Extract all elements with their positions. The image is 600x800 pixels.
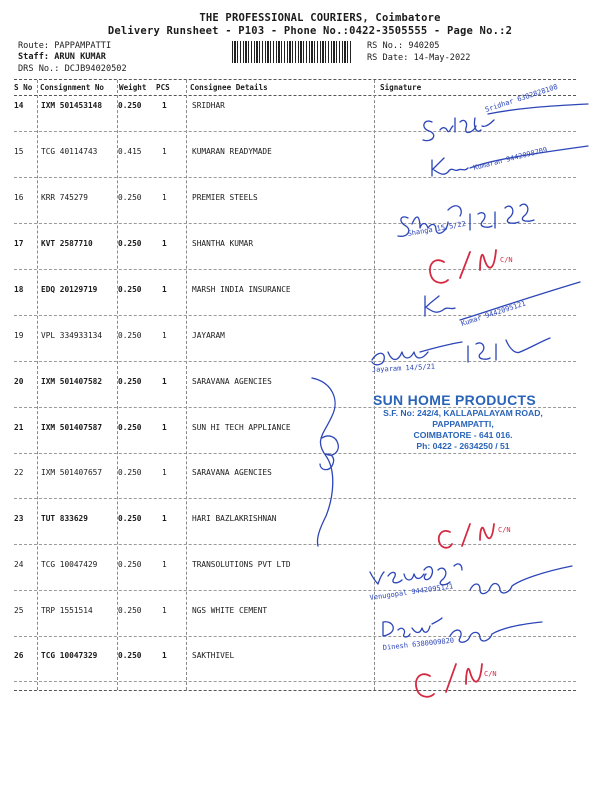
row-separator — [14, 177, 576, 178]
cell-pcs: 1 — [162, 468, 167, 477]
handwriting-date-1: Shanga 15/5/22 — [406, 219, 467, 238]
cell-consignee: TRANSOLUTIONS PVT LTD — [192, 560, 291, 569]
cell-consignee: SRIDHAR — [192, 101, 225, 110]
cell-weight: 0.250 — [118, 468, 142, 477]
header-rule-bottom — [14, 95, 576, 96]
cell-weight: 0.415 — [118, 147, 142, 156]
cell-sno: 16 — [14, 193, 24, 202]
cell-sno: 14 — [14, 101, 24, 110]
drs-number: DRS No.: DCJB94020502 — [18, 64, 127, 74]
table-rule-bottom — [14, 690, 576, 691]
cell-sno: 22 — [14, 468, 24, 477]
staff-label: Staff: ARUN KUMAR — [18, 52, 106, 62]
runsheet-subtitle: Delivery Runsheet - P103 - Phone No.:0422-3505555 - Page No.:2 — [107, 25, 513, 37]
cell-consignment: TCG 40114743 — [41, 147, 98, 156]
cell-sno: 25 — [14, 606, 24, 615]
table-row — [14, 239, 576, 285]
cell-weight: 0.250 — [118, 101, 142, 110]
cell-pcs: 1 — [162, 423, 167, 432]
cell-pcs: 1 — [162, 239, 167, 248]
cell-weight: 0.250 — [118, 606, 142, 615]
cell-sno: 19 — [14, 331, 24, 340]
cell-consignee: JAYARAM — [192, 331, 225, 340]
cell-consignee: KUMARAN READYMADE — [192, 147, 272, 156]
handwriting-phone-2: Kumaran 9442098709 — [472, 145, 549, 172]
col-pcs: PCS — [156, 83, 170, 92]
cell-weight: 0.250 — [118, 377, 142, 386]
cell-consignee: SUN HI TECH APPLIANCE — [192, 423, 291, 432]
company-stamp — [373, 392, 553, 452]
header-rule-top — [14, 79, 576, 80]
stamp-name: SUN HOME PRODUCTS — [373, 392, 536, 408]
cell-consignment: TRP 1551514 — [41, 606, 93, 615]
col-weight: Weight — [119, 83, 147, 92]
col-sno: S No — [14, 83, 33, 92]
cell-consignment: TCG 10047329 — [41, 651, 98, 660]
table-row — [14, 285, 576, 331]
cell-pcs: 1 — [162, 285, 167, 294]
cell-consignment: TCG 10047429 — [41, 560, 98, 569]
stamp-phone: Ph: 0422 - 2634250 / 51 — [416, 441, 510, 451]
cell-sno: 26 — [14, 651, 24, 660]
table-row — [14, 468, 576, 514]
cell-weight: 0.250 — [118, 193, 142, 202]
cell-sno: 23 — [14, 514, 24, 523]
company-title: THE PROFESSIONAL COURIERS, Coimbatore — [199, 12, 441, 24]
row-separator — [14, 544, 576, 545]
cell-pcs: 1 — [162, 514, 167, 523]
cell-consignment: IXM 501407587 — [41, 423, 103, 432]
barcode-image — [232, 41, 352, 63]
cell-weight: 0.250 — [118, 239, 142, 248]
cell-weight: 0.250 — [118, 514, 142, 523]
table-row — [14, 514, 576, 560]
row-separator — [14, 590, 576, 591]
row-separator — [14, 361, 576, 362]
stamp-address-1: S.F. No: 242/4, KALLAPALAYAM ROAD, — [383, 408, 543, 418]
cell-consignee: PREMIER STEELS — [192, 193, 258, 202]
stamp-address-3: COIMBATORE - 641 016. — [413, 430, 513, 440]
row-separator — [14, 131, 576, 132]
col-signature: Signature — [380, 83, 422, 92]
cn-label-26: C/N — [484, 670, 497, 678]
cell-consignee: SARAVANA AGENCIES — [192, 468, 272, 477]
handwriting-date-2: Jayaram 14/5/21 — [371, 362, 436, 374]
table-row — [14, 147, 576, 193]
cell-sno: 18 — [14, 285, 24, 294]
row-separator — [14, 453, 576, 454]
cell-weight: 0.250 — [118, 285, 142, 294]
handwriting-phone-4: Venugopal 9442095121 — [369, 582, 454, 602]
cell-pcs: 1 — [162, 651, 167, 660]
row-separator — [14, 498, 576, 499]
table-row — [14, 193, 576, 239]
cell-pcs: 1 — [162, 193, 167, 202]
cell-consignment: TUT 833629 — [41, 514, 88, 523]
cell-sno: 17 — [14, 239, 24, 248]
table-row — [14, 331, 576, 377]
cell-pcs: 1 — [162, 331, 167, 340]
row-separator — [14, 269, 576, 270]
table-row — [14, 560, 576, 606]
stamp-address-2: PAPPAMPATTI, — [432, 419, 494, 429]
cell-sno: 15 — [14, 147, 24, 156]
cell-weight: 0.250 — [118, 651, 142, 660]
cell-pcs: 1 — [162, 377, 167, 386]
cell-consignment: VPL 334933134 — [41, 331, 103, 340]
handwriting-phone-1: Sridhar 6382828108 — [484, 82, 559, 114]
row-separator — [14, 636, 576, 637]
cell-sno: 20 — [14, 377, 24, 386]
row-separator — [14, 315, 576, 316]
cell-weight: 0.250 — [118, 560, 142, 569]
cell-sno: 21 — [14, 423, 24, 432]
cell-consignee: SARAVANA AGENCIES — [192, 377, 272, 386]
cell-pcs: 1 — [162, 101, 167, 110]
cell-consignee: HARI BAZLAKRISHNAN — [192, 514, 277, 523]
cell-weight: 0.250 — [118, 331, 142, 340]
handwriting-phone-5: Dinesh 6380009820 — [382, 636, 455, 652]
col-consignee: Consignee Details — [190, 83, 268, 92]
table-row — [14, 101, 576, 147]
cell-consignment: IXM 501407657 — [41, 468, 103, 477]
cell-weight: 0.250 — [118, 423, 142, 432]
cell-consignment: IXM 501407582 — [41, 377, 103, 386]
cell-pcs: 1 — [162, 560, 167, 569]
cell-consignment: KVT 2587710 — [41, 239, 93, 248]
col-consignment: Consignment No — [40, 83, 105, 92]
rs-number: RS No.: 940205 — [367, 41, 440, 51]
cell-consignment: IXM 501453148 — [41, 101, 103, 110]
cn-label-17: C/N — [500, 256, 513, 264]
cell-pcs: 1 — [162, 147, 167, 156]
cell-consignment: KRR 745279 — [41, 193, 88, 202]
route-label: Route: PAPPAMPATTI — [18, 41, 112, 51]
handwriting-phone-3: Kumar 9442095121 — [460, 299, 527, 328]
cell-consignee: SHANTHA KUMAR — [192, 239, 254, 248]
rs-date: RS Date: 14-May-2022 — [367, 53, 471, 63]
cell-sno: 24 — [14, 560, 24, 569]
table-row — [14, 606, 576, 652]
cell-consignee: NGS WHITE CEMENT — [192, 606, 268, 615]
cell-consignee: MARSH INDIA INSURANCE — [192, 285, 291, 294]
row-separator — [14, 223, 576, 224]
cell-consignee: SAKTHIVEL — [192, 651, 235, 660]
row-separator — [14, 681, 576, 682]
cell-pcs: 1 — [162, 606, 167, 615]
cell-consignment: EDQ 20129719 — [41, 285, 98, 294]
cn-label-23: C/N — [498, 526, 511, 534]
